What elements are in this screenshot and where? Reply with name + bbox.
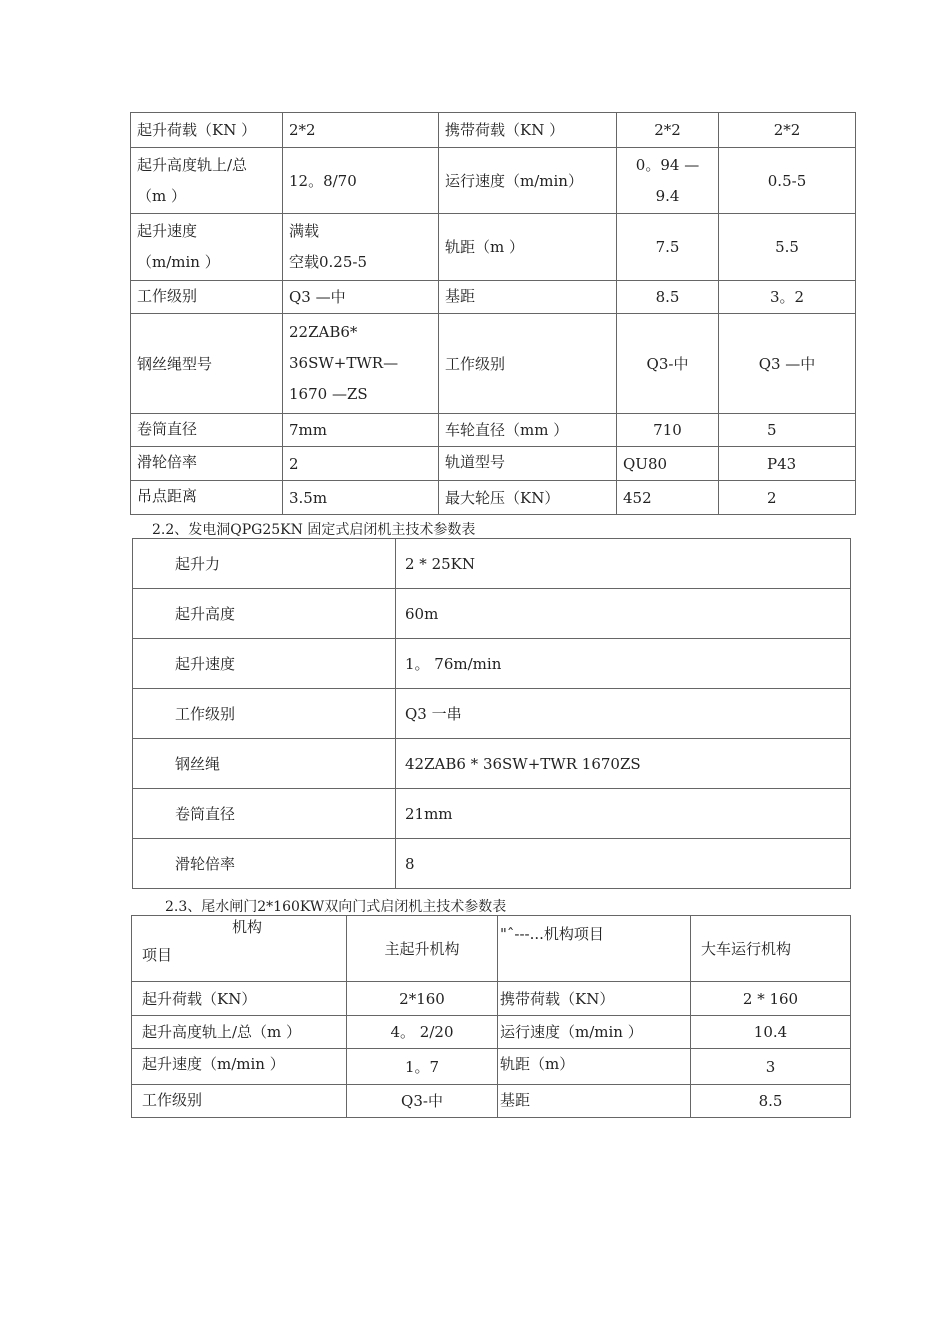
cell: 60m — [396, 589, 851, 639]
cell: 12。8/70 — [283, 148, 439, 214]
cell: 起升速度（m/min ） — [132, 1049, 347, 1085]
header-jigou: 机构 — [232, 918, 263, 936]
cell: 1。7 — [347, 1049, 498, 1085]
cell: 2*2 — [617, 113, 719, 148]
cell-line: （m/min ） — [137, 253, 220, 271]
cell: 基距 — [498, 1085, 691, 1118]
cell: 2*2 — [283, 113, 439, 148]
cell: 轨道型号 — [439, 447, 617, 481]
cell — [617, 148, 719, 214]
cell: 3.5m — [283, 481, 439, 515]
table-row — [133, 689, 851, 739]
cell: 车轮直径（mm ） — [439, 414, 617, 447]
header-cell — [132, 916, 347, 982]
cell-line: 36SW+TWR— — [289, 354, 399, 372]
table-row — [131, 447, 856, 481]
cell: 运行速度（m/min） — [439, 148, 617, 214]
cell: Q3 —中 — [719, 314, 856, 414]
cell: 起升高度 — [133, 589, 396, 639]
cell: 起升荷载（KN ） — [131, 113, 283, 148]
cell: 710 — [617, 414, 719, 447]
cell-line: （m ） — [137, 186, 186, 205]
table-row — [131, 314, 856, 414]
cell: QU80 — [617, 447, 719, 481]
cell: 滑轮倍率 — [133, 839, 396, 889]
table-row — [132, 1016, 851, 1049]
cell: 工作级别 — [133, 689, 396, 739]
cell: 工作级别 — [132, 1085, 347, 1118]
caption-2-3: 2.3、尾水闸门2*160KW双向门式启闭机主技术参数表 — [165, 899, 507, 915]
cell: 2 * 25KN — [396, 539, 851, 589]
cell: 工作级别 — [439, 314, 617, 414]
table-row — [133, 739, 851, 789]
cell-line: 起升速度 — [137, 222, 198, 240]
table-row — [133, 839, 851, 889]
cell: 起升荷载（KN） — [132, 982, 347, 1016]
cell: 卷筒直径 — [131, 414, 283, 447]
cell: 8.5 — [691, 1085, 851, 1118]
cell: 起升力 — [133, 539, 396, 589]
table-row — [131, 113, 856, 148]
cell: 运行速度（m/min ） — [498, 1016, 691, 1049]
table-row — [131, 414, 856, 447]
cell: Q3 —中 — [283, 281, 439, 314]
cell: 2 * 160 — [691, 982, 851, 1016]
table-row — [132, 916, 851, 982]
table-row — [131, 148, 856, 214]
table-row — [133, 539, 851, 589]
cell: 0.5-5 — [719, 148, 856, 214]
cell: 轨距（m） — [498, 1049, 691, 1085]
cell: 卷筒直径 — [133, 789, 396, 839]
table-row — [131, 281, 856, 314]
cell-line: 空载0.25-5 — [289, 253, 368, 271]
table-row — [131, 481, 856, 515]
cell: P43 — [719, 447, 856, 481]
cell: 8.5 — [617, 281, 719, 314]
cell: 5.5 — [719, 214, 856, 281]
cell-line: 22ZAB6* — [289, 323, 358, 341]
table-row — [133, 589, 851, 639]
cell: 7mm — [283, 414, 439, 447]
header-cell: 主起升机构 — [347, 916, 498, 982]
cell: 7.5 — [617, 214, 719, 281]
cell: 1。 76m/min — [396, 639, 851, 689]
table-row — [131, 214, 856, 281]
cell: Q3-中 — [617, 314, 719, 414]
cell: 钢丝绳 — [133, 739, 396, 789]
cell: 2*160 — [347, 982, 498, 1016]
table-row — [132, 982, 851, 1016]
cell — [283, 214, 439, 281]
caption-2-2: 2.2、发电洞QPG25KN 固定式启闭机主技术参数表 — [152, 522, 476, 538]
table-row — [132, 1085, 851, 1118]
table-row — [132, 1049, 851, 1085]
cell: 42ZAB6 * 36SW+TWR 1670ZS — [396, 739, 851, 789]
cell: 最大轮压（KN） — [439, 481, 617, 515]
cell: 4。 2/20 — [347, 1016, 498, 1049]
cell-line: 满载 — [289, 222, 320, 240]
cell — [283, 314, 439, 414]
cell: 3 — [691, 1049, 851, 1085]
cell: 滑轮倍率 — [131, 447, 283, 481]
cell: 2 — [719, 481, 856, 515]
cell: Q3 一串 — [396, 689, 851, 739]
cell: Q3-中 — [347, 1085, 498, 1118]
cell: 携带荷载（KN ） — [439, 113, 617, 148]
header-xiangmu: 项目 — [142, 946, 173, 964]
cell: 工作级别 — [131, 281, 283, 314]
cell: 起升高度轨上/总（m ） — [132, 1016, 347, 1049]
header-cell: 大车运行机构 — [691, 916, 851, 982]
table-row — [133, 639, 851, 689]
cell-line: 起升高度轨上/总 — [137, 155, 248, 174]
cell: 21mm — [396, 789, 851, 839]
cell: 10.4 — [691, 1016, 851, 1049]
table-row — [133, 789, 851, 839]
cell: 8 — [396, 839, 851, 889]
cell: 携带荷载（KN） — [498, 982, 691, 1016]
cell: 2 — [283, 447, 439, 481]
cell-line: 9.4 — [655, 186, 680, 205]
cell: 轨距（m ） — [439, 214, 617, 281]
hoist-params-table-1 — [130, 112, 856, 515]
cell: 2*2 — [719, 113, 856, 148]
header-cell: "ˆ---...机构项目 — [498, 916, 691, 982]
cell: 基距 — [439, 281, 617, 314]
cell — [131, 214, 283, 281]
cell: 钢丝绳型号 — [131, 314, 283, 414]
cell: 5 — [719, 414, 856, 447]
cell: 452 — [617, 481, 719, 515]
cell-line: 0。94 — — [635, 155, 700, 174]
cell-line: 1670 —ZS — [289, 385, 368, 403]
hoist-params-table-3 — [131, 915, 851, 1118]
cell: 起升速度 — [133, 639, 396, 689]
cell: 吊点距离 — [131, 481, 283, 515]
cell: 3。2 — [719, 281, 856, 314]
cell — [131, 148, 283, 214]
hoist-params-table-2 — [132, 538, 851, 889]
